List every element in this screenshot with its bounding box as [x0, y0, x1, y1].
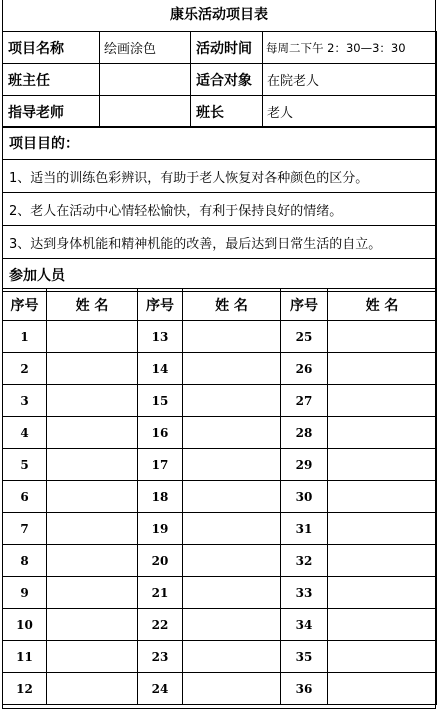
- table-row: [3, 641, 437, 673]
- participant-name-field[interactable]: [328, 321, 437, 353]
- project-name-field[interactable]: 绘画涂色: [100, 32, 191, 64]
- info-table: [2, 31, 437, 128]
- participant-name-field[interactable]: [47, 449, 138, 481]
- participant-name-field[interactable]: [328, 449, 437, 481]
- participant-name-field[interactable]: [183, 449, 281, 481]
- participant-number: 28: [281, 417, 328, 449]
- participant-number: 6: [3, 481, 47, 513]
- col-header-no: 序号: [281, 289, 328, 321]
- participant-name-field[interactable]: [328, 609, 437, 641]
- participant-name-field[interactable]: [183, 321, 281, 353]
- purpose-item: 3、达到身体机能和精神机能的改善，最后达到日常生活的自立。: [3, 226, 437, 259]
- activity-time-field[interactable]: 每周二下午 2：30—3：30: [263, 32, 437, 64]
- monitor-label: 班长: [191, 96, 263, 128]
- participant-name-field[interactable]: [328, 513, 437, 545]
- participant-name-field[interactable]: [183, 673, 281, 705]
- participants-body: [3, 321, 437, 705]
- participant-number: 18: [138, 481, 183, 513]
- participant-number: 14: [138, 353, 183, 385]
- participant-number: 30: [281, 481, 328, 513]
- activity-form: [2, 0, 436, 709]
- form-title: 康乐活动项目表: [3, 0, 435, 32]
- participant-number: 16: [138, 417, 183, 449]
- teacher-in-charge-field[interactable]: [100, 64, 191, 96]
- teacher-in-charge-label: 班主任: [3, 64, 100, 96]
- project-name-label: 项目名称: [3, 32, 100, 64]
- participant-number: 11: [3, 641, 47, 673]
- participant-name-field[interactable]: [328, 353, 437, 385]
- participant-number: 23: [138, 641, 183, 673]
- participant-name-field[interactable]: [47, 481, 138, 513]
- participant-name-field[interactable]: [47, 673, 138, 705]
- col-header-name: 姓 名: [47, 289, 138, 321]
- participant-number: 35: [281, 641, 328, 673]
- purpose-heading: 项目目的：: [3, 127, 437, 160]
- table-row: [3, 321, 437, 353]
- participant-name-field[interactable]: [47, 513, 138, 545]
- participant-number: 22: [138, 609, 183, 641]
- participant-name-field[interactable]: [47, 641, 138, 673]
- info-row-project: [3, 32, 437, 64]
- info-row-teacher: [3, 64, 437, 96]
- participant-number: 5: [3, 449, 47, 481]
- participant-name-field[interactable]: [47, 577, 138, 609]
- participant-name-field[interactable]: [47, 321, 138, 353]
- participant-name-field[interactable]: [47, 545, 138, 577]
- participant-name-field[interactable]: [183, 385, 281, 417]
- participant-number: 20: [138, 545, 183, 577]
- participant-number: 7: [3, 513, 47, 545]
- participant-name-field[interactable]: [328, 417, 437, 449]
- participants-heading: 参加人员: [3, 259, 437, 292]
- col-header-no: 序号: [3, 289, 47, 321]
- participants-header-row: [3, 289, 437, 321]
- target-label: 适合对象: [191, 64, 263, 96]
- participant-number: 9: [3, 577, 47, 609]
- participant-number: 24: [138, 673, 183, 705]
- table-row: [3, 577, 437, 609]
- participant-number: 29: [281, 449, 328, 481]
- participant-name-field[interactable]: [47, 353, 138, 385]
- participant-name-field[interactable]: [328, 481, 437, 513]
- col-header-name: 姓 名: [183, 289, 281, 321]
- participant-number: 10: [3, 609, 47, 641]
- info-row-instructor: [3, 96, 437, 128]
- participant-name-field[interactable]: [328, 577, 437, 609]
- participant-number: 17: [138, 449, 183, 481]
- participant-name-field[interactable]: [328, 385, 437, 417]
- table-row: [3, 545, 437, 577]
- participant-number: 12: [3, 673, 47, 705]
- monitor-field[interactable]: 老人: [263, 96, 437, 128]
- col-header-no: 序号: [138, 289, 183, 321]
- participant-name-field[interactable]: [183, 353, 281, 385]
- participant-name-field[interactable]: [183, 417, 281, 449]
- participant-number: 21: [138, 577, 183, 609]
- participant-name-field[interactable]: [183, 513, 281, 545]
- participant-number: 27: [281, 385, 328, 417]
- participant-number: 25: [281, 321, 328, 353]
- participant-name-field[interactable]: [183, 481, 281, 513]
- participant-name-field[interactable]: [47, 385, 138, 417]
- participant-number: 2: [3, 353, 47, 385]
- table-row: [3, 481, 437, 513]
- participant-name-field[interactable]: [183, 609, 281, 641]
- participant-number: 15: [138, 385, 183, 417]
- purpose-item: 1、适当的训练色彩辨识，有助于老人恢复对各种颜色的区分。: [3, 160, 437, 193]
- participant-number: 19: [138, 513, 183, 545]
- participant-number: 34: [281, 609, 328, 641]
- col-header-name: 姓 名: [328, 289, 437, 321]
- participant-number: 1: [3, 321, 47, 353]
- participant-name-field[interactable]: [183, 641, 281, 673]
- participant-name-field[interactable]: [328, 641, 437, 673]
- table-row: [3, 353, 437, 385]
- participant-name-field[interactable]: [183, 545, 281, 577]
- participant-name-field[interactable]: [47, 609, 138, 641]
- participant-name-field[interactable]: [183, 577, 281, 609]
- activity-time-label: 活动时间: [191, 32, 263, 64]
- target-field[interactable]: 在院老人: [263, 64, 437, 96]
- participant-number: 13: [138, 321, 183, 353]
- participant-name-field[interactable]: [328, 545, 437, 577]
- table-row: [3, 513, 437, 545]
- participant-number: 36: [281, 673, 328, 705]
- participant-number: 33: [281, 577, 328, 609]
- participant-number: 31: [281, 513, 328, 545]
- participants-table: [2, 288, 437, 705]
- table-row: [3, 385, 437, 417]
- instructor-field[interactable]: [100, 96, 191, 128]
- participant-name-field[interactable]: [328, 673, 437, 705]
- participant-number: 4: [3, 417, 47, 449]
- participant-number: 26: [281, 353, 328, 385]
- participant-number: 32: [281, 545, 328, 577]
- participant-number: 3: [3, 385, 47, 417]
- table-row: [3, 673, 437, 705]
- instructor-label: 指导老师: [3, 96, 100, 128]
- table-row: [3, 449, 437, 481]
- participant-name-field[interactable]: [47, 417, 138, 449]
- purpose-table: [2, 126, 437, 292]
- table-row: [3, 417, 437, 449]
- table-row: [3, 609, 437, 641]
- participant-number: 8: [3, 545, 47, 577]
- purpose-item: 2、老人在活动中心情轻松愉快，有利于保持良好的情绪。: [3, 193, 437, 226]
